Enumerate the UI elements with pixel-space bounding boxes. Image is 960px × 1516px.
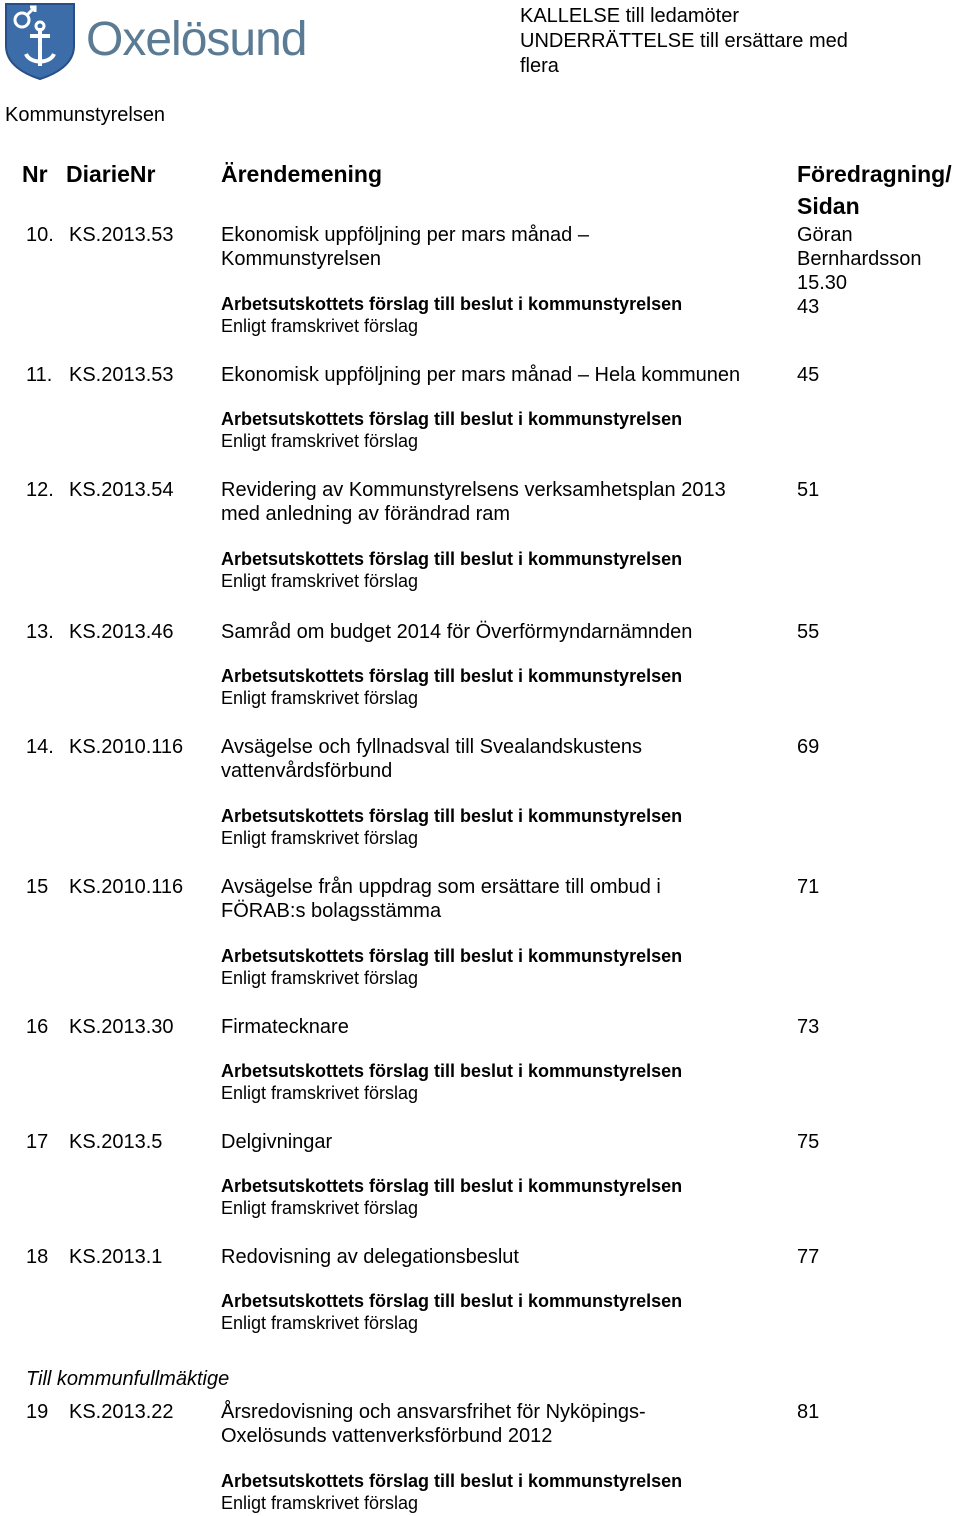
item-title: Ekonomisk uppföljning per mars månad – Hela kommunen (221, 364, 741, 386)
item-title: med anledning av förändrad ram (221, 503, 511, 525)
item-presenter-page: 43 (797, 296, 820, 318)
proposal-label: Arbetsutskottets förslag till beslut i kommunstyrelsen (221, 409, 683, 429)
item-title: vattenvårdsförbund (221, 760, 393, 782)
item-title: Redovisning av delegationsbeslut (221, 1246, 519, 1268)
item-presenter-page: 45 (797, 364, 820, 386)
item-presenter-page: 77 (797, 1246, 820, 1268)
committee-name: Kommunstyrelsen (5, 104, 166, 126)
item-title: FÖRAB:s bolagsstämma (221, 900, 442, 922)
item-number: 19 (26, 1401, 49, 1423)
proposal-label: Arbetsutskottets förslag till beslut i kommunstyrelsen (221, 946, 683, 966)
item-number: 15 (26, 876, 49, 898)
notice-line: UNDERRÄTTELSE till ersättare med (520, 30, 848, 52)
item-title: Ekonomisk uppföljning per mars månad – (221, 224, 589, 246)
item-diarie-number: KS.2013.22 (69, 1401, 174, 1423)
item-diarie-number: KS.2010.116 (69, 736, 184, 758)
item-presenter-page: 81 (797, 1401, 820, 1423)
section-heading: Till kommunfullmäktige (26, 1368, 230, 1390)
item-number: 17 (26, 1131, 49, 1153)
item-title: Avsägelse och fyllnadsval till Svealandskustens (221, 736, 642, 758)
proposal-text: Enligt framskrivet förslag (221, 688, 419, 708)
item-title: Kommunstyrelsen (221, 248, 382, 270)
item-number: 14. (26, 736, 54, 758)
item-diarie-number: KS.2013.54 (69, 479, 174, 501)
item-diarie-number: KS.2010.116 (69, 876, 184, 898)
item-diarie-number: KS.2013.30 (69, 1016, 174, 1038)
item-number: 11. (26, 364, 53, 386)
proposal-text: Enligt framskrivet förslag (221, 828, 419, 848)
item-title: Samråd om budget 2014 för Överförmyndarnämnden (221, 621, 693, 643)
proposal-text: Enligt framskrivet förslag (221, 571, 419, 591)
item-diarie-number: KS.2013.53 (69, 364, 174, 386)
item-presenter-page: Göran (797, 224, 853, 246)
item-title: Revidering av Kommunstyrelsens verksamhetsplan 2013 (221, 479, 726, 501)
proposal-text: Enligt framskrivet förslag (221, 1083, 419, 1103)
item-presenter-page: 73 (797, 1016, 820, 1038)
proposal-text: Enligt framskrivet förslag (221, 1313, 419, 1333)
column-header-title: Ärendemening (221, 161, 383, 187)
item-title: Delgivningar (221, 1131, 333, 1153)
proposal-text: Enligt framskrivet förslag (221, 431, 419, 451)
item-presenter-page: 15.30 (797, 272, 848, 294)
proposal-text: Enligt framskrivet förslag (221, 316, 419, 336)
item-number: 18 (26, 1246, 49, 1268)
column-header-presenter: Föredragning/ (797, 161, 952, 187)
item-diarie-number: KS.2013.5 (69, 1131, 163, 1153)
proposal-text: Enligt framskrivet förslag (221, 968, 419, 988)
proposal-text: Enligt framskrivet förslag (221, 1198, 419, 1218)
item-number: 13. (26, 621, 54, 643)
item-diarie-number: KS.2013.46 (69, 621, 174, 643)
proposal-label: Arbetsutskottets förslag till beslut i kommunstyrelsen (221, 806, 683, 826)
item-title: Firmatecknare (221, 1016, 349, 1038)
item-number: 16 (26, 1016, 49, 1038)
proposal-label: Arbetsutskottets förslag till beslut i kommunstyrelsen (221, 1471, 683, 1491)
item-presenter-page: 71 (797, 876, 820, 898)
proposal-label: Arbetsutskottets förslag till beslut i kommunstyrelsen (221, 549, 683, 569)
proposal-label: Arbetsutskottets förslag till beslut i kommunstyrelsen (221, 1291, 683, 1311)
item-title: Årsredovisning och ansvarsfrihet för Nyköpings- (221, 1401, 646, 1423)
item-number: 10. (26, 224, 54, 246)
item-presenter-page: 75 (797, 1131, 820, 1153)
item-presenter-page: 69 (797, 736, 820, 758)
notice-line: flera (520, 55, 559, 77)
item-presenter-page: 51 (797, 479, 820, 501)
column-header-page: Sidan (797, 193, 860, 219)
item-presenter-page: Bernhardsson (797, 248, 922, 270)
shield-icon (4, 2, 76, 80)
notice-line: KALLELSE till ledamöter (520, 5, 740, 27)
column-header-diarie: DiarieNr (66, 161, 156, 187)
proposal-text: Enligt framskrivet förslag (221, 1493, 419, 1513)
oxelosund-logo (4, 2, 349, 82)
proposal-label: Arbetsutskottets förslag till beslut i kommunstyrelsen (221, 666, 683, 686)
item-title: Avsägelse från uppdrag som ersättare till ombud i (221, 876, 661, 898)
item-number: 12. (26, 479, 54, 501)
proposal-label: Arbetsutskottets förslag till beslut i kommunstyrelsen (221, 294, 683, 314)
item-presenter-page: 55 (797, 621, 820, 643)
item-diarie-number: KS.2013.53 (69, 224, 174, 246)
proposal-label: Arbetsutskottets förslag till beslut i kommunstyrelsen (221, 1176, 683, 1196)
proposal-label: Arbetsutskottets förslag till beslut i kommunstyrelsen (221, 1061, 683, 1081)
logo-wordmark: Oxelösund (86, 13, 307, 66)
item-diarie-number: KS.2013.1 (69, 1246, 163, 1268)
column-header-nr: Nr (22, 161, 48, 187)
notice-heading (520, 4, 940, 79)
item-title: Oxelösunds vattenverksförbund 2012 (221, 1425, 553, 1447)
